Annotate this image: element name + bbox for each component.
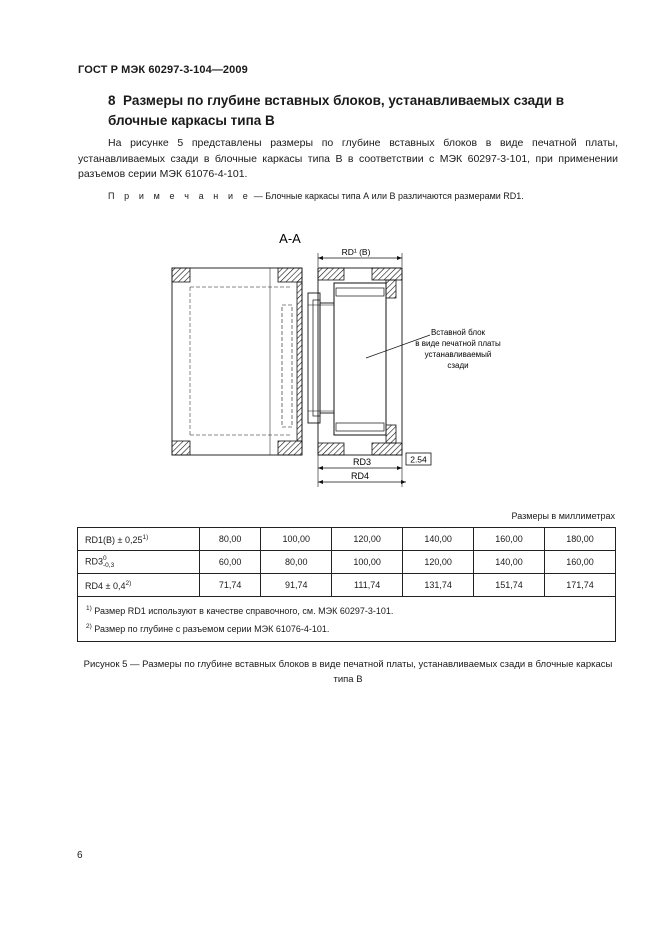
section-title: Размеры по глубине вставных блоков, устанавливаемых сзади в блочные каркасы типа В	[108, 93, 565, 128]
rear-hatch-bottom-left	[318, 443, 344, 455]
rail-hatch-bottom	[278, 441, 302, 455]
table-cell: 60,00	[200, 551, 261, 574]
plug-in-unit	[334, 283, 386, 435]
note-text: — Блочные каркасы типа А или В различаются размерами RD1.	[251, 191, 524, 201]
table-cell: 80,00	[200, 528, 261, 551]
frame-hatch-top-left	[172, 268, 190, 282]
table-cell: 71,74	[200, 574, 261, 597]
table-cell: 171,74	[544, 574, 615, 597]
units-note: Размеры в миллиметрах	[511, 511, 615, 521]
body-text: На рисунке 5 представлены размеры по глубине вставных блоков в виде печатной платы, устанавливаемых сзади в блочные каркасы типа В в соответствии с МЭК 60297-3-101, при применении разъемов серии МЭК 61076-4-101.	[78, 137, 618, 180]
plug-in-unit-top-bar	[336, 288, 384, 296]
front-connector-dashed	[282, 305, 292, 427]
table-cell: 120,00	[403, 551, 474, 574]
table-cell: 80,00	[261, 551, 332, 574]
table-cell: 131,74	[403, 574, 474, 597]
plug-in-unit-bottom-bar	[336, 423, 384, 431]
frame-hatch-bottom-left	[172, 441, 190, 455]
table-cell: 160,00	[544, 551, 615, 574]
callout-line-1: Вставной блок	[430, 328, 486, 337]
footnote-2: $^{2)}$ Размер по глубине с разъемом серии МЭК 61076-4-101.	[86, 623, 330, 634]
footnote-1: $^{1)}$ Размер RD1 используют в качестве справочного, см. МЭК 60297-3-101.	[86, 605, 394, 616]
note	[108, 191, 524, 201]
rear-hatch-right-top	[386, 280, 396, 298]
callout-line-4: сзади	[447, 361, 469, 370]
top-dimension-label: RD¹ (В)	[341, 247, 371, 257]
figure-5-drawing	[150, 225, 501, 500]
rd4-label: RD4	[350, 471, 370, 481]
row-label: RD3 0 -0,3	[78, 551, 200, 574]
row-label: $RD1(В) \pm 0,25^{1)}$	[78, 528, 200, 551]
rail-hatch-top	[278, 268, 302, 282]
table-cell: 100,00	[332, 551, 403, 574]
figure-caption: Рисунок 5 — Размеры по глубине вставных блоков в виде печатной платы, устанавливаемых сзади в блочные каркасы типа В	[83, 659, 613, 685]
rear-hatch-top-left	[318, 268, 344, 280]
section-number: 8	[108, 93, 116, 108]
table-cell: 151,74	[474, 574, 545, 597]
rear-hatch-bottom-right	[372, 443, 402, 455]
table-cell: 111,74	[332, 574, 403, 597]
callout-line-3: устанавливаемый	[424, 350, 492, 359]
table-cell: 180,00	[544, 528, 615, 551]
table-row	[78, 551, 616, 574]
rd3-label: RD3	[352, 457, 372, 467]
rear-hatch-right-bottom	[386, 425, 396, 443]
body-paragraph	[78, 136, 618, 183]
rear-hatch-top-right	[372, 268, 402, 280]
row-label: $RD4 \pm 0,4^{2)}$	[78, 574, 200, 597]
section-heading	[108, 91, 588, 131]
table-cell: 140,00	[474, 551, 545, 574]
table-row	[78, 574, 616, 597]
table-footnotes	[78, 597, 616, 642]
table-cell: 100,00	[261, 528, 332, 551]
rear-connector-inner	[313, 300, 320, 416]
table-row	[78, 528, 616, 551]
footnotes-cell	[78, 597, 616, 642]
table-cell: 140,00	[403, 528, 474, 551]
dimensions-table	[77, 527, 616, 642]
callout-line-2: в виде печатной платы	[415, 339, 501, 348]
table-cell: 120,00	[332, 528, 403, 551]
page-number: 6	[77, 850, 83, 861]
table-cell: 160,00	[474, 528, 545, 551]
gap-label: 2.54	[410, 454, 427, 465]
note-label: П р и м е ч а н и е	[108, 191, 252, 201]
document-header: ГОСТ Р МЭК 60297-3-104—2009	[78, 64, 248, 76]
backplane-hatch	[297, 282, 302, 441]
table-cell: 91,74	[261, 574, 332, 597]
section-label: А-А	[279, 231, 301, 246]
connector-body	[320, 303, 334, 413]
